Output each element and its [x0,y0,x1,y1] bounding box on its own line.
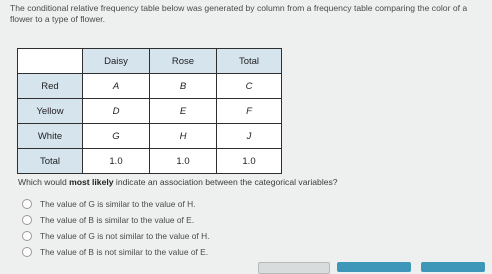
row-header-red: Red [18,74,83,99]
next-button[interactable] [421,262,485,272]
table-corner-cell [18,49,83,74]
table-cell: E [150,99,217,124]
column-header-daisy: Daisy [83,49,150,74]
answer-options [22,196,209,260]
secondary-button[interactable] [258,262,330,274]
table-cell: H [150,124,217,149]
table-header-row [18,49,282,74]
column-header-rose: Rose [150,49,217,74]
intro-text: The conditional relative frequency table below was generated by column from a frequency table comparing the color of a flower to a type of flower. [10,3,468,24]
table-row [18,99,282,124]
table-cell: G [83,124,150,149]
table-cell: 1.0 [217,149,282,174]
row-header-total: Total [18,149,83,174]
table-cell: A [83,74,150,99]
table-cell: C [217,74,282,99]
question-prefix: Which would [18,177,70,187]
row-header-yellow: Yellow [18,99,83,124]
radio-button[interactable] [22,247,32,257]
answer-option-3[interactable] [22,228,209,244]
question-suffix: indicate an association between the categorical variables? [113,177,338,187]
answer-option-1[interactable] [22,196,209,212]
primary-button[interactable] [337,262,411,272]
question-text [18,177,338,187]
table-row [18,74,282,99]
table-cell: J [217,124,282,149]
table-cell: 1.0 [150,149,217,174]
radio-button[interactable] [22,231,32,241]
option-label: The value of G is not similar to the value of H. [40,231,210,241]
row-header-white: White [18,124,83,149]
radio-button[interactable] [22,215,32,225]
option-label: The value of G is similar to the value of H. [40,199,196,209]
table-row [18,124,282,149]
answer-option-4[interactable] [22,244,209,260]
table-row [18,149,282,174]
question-emphasis: most likely [69,177,114,187]
column-header-total: Total [217,49,282,74]
table-cell: F [217,99,282,124]
table-cell: 1.0 [83,149,150,174]
option-label: The value of B is not similar to the value of E. [40,247,209,257]
radio-button[interactable] [22,199,32,209]
conditional-frequency-table [17,48,282,174]
option-label: The value of B is similar to the value of E. [40,215,195,225]
table-cell: D [83,99,150,124]
table-cell: B [150,74,217,99]
answer-option-2[interactable] [22,212,209,228]
